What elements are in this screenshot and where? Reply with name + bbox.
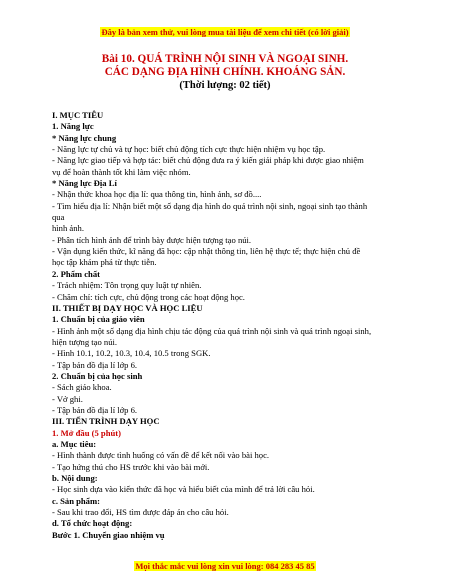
- section-heading: I. MỤC TIÊU: [52, 110, 104, 120]
- body-line: - Phân tích hình ảnh để trình bày được hiện tượng tạo núi.: [52, 234, 252, 245]
- body-line: - Nhận thức khoa học địa lí: qua thông tin, hình ảnh, sơ đồ....: [52, 189, 262, 200]
- section-heading: * Năng lực Địa Lí: [52, 178, 117, 189]
- preview-banner: [0, 27, 450, 37]
- lesson-duration: (Thời lượng: 02 tiết): [179, 80, 271, 91]
- body-line: qua: [52, 212, 65, 223]
- body-line: - Năng lực tự chủ và tự học: biết chủ động tích cực thực hiện nhiệm vụ học tập.: [52, 144, 326, 155]
- body-line: hiện tượng tạo núi.: [52, 336, 118, 347]
- section-heading: 1. Chuẩn bị của giáo viên: [52, 314, 145, 325]
- section-heading: * Năng lực chung: [52, 132, 117, 143]
- body-line: - Chăm chỉ: tích cực, chủ động trong các hoạt động học.: [52, 291, 245, 302]
- lesson-title: Bài 10. QUÁ TRÌNH NỘI SINH VÀ NGOẠI SINH.: [101, 53, 349, 65]
- body-line: - Năng lực giao tiếp và hợp tác: biết chủ động đưa ra ý kiến giải pháp khi được giao nhiệm: [52, 155, 364, 166]
- contact-banner: [0, 561, 450, 571]
- section-heading: 2. Phẩm chất: [52, 268, 100, 279]
- body-line: - Học sinh dựa vào kiến thức đã học và hiểu biết của mình để trả lời câu hỏi.: [52, 484, 315, 495]
- contact-banner-text: Mọi thắc mắc vui lòng xin vui lòng: 084 283 45 85: [135, 561, 315, 571]
- body-line: - Vận dụng kiến thức, kĩ năng đã học: cập nhật thông tin, liên hệ thực tế; thực hiện chủ đề: [52, 246, 361, 257]
- section-heading: b. Nội dung:: [52, 473, 98, 483]
- body-line: hình ảnh.: [52, 223, 84, 234]
- section-heading: II. THIẾT BỊ DẠY HỌC VÀ HỌC LIỆU: [52, 302, 203, 313]
- lesson-subtitle: CÁC DẠNG ĐỊA HÌNH CHÍNH. KHOÁNG SẢN.: [104, 66, 346, 78]
- section-heading: c. Sản phẩm:: [52, 495, 100, 506]
- body-line: - Hình 10.1, 10.2, 10.3, 10.4, 10.5 trong SGK.: [52, 348, 211, 359]
- section-heading: 1. Mở đầu (5 phút): [52, 427, 121, 438]
- body-line: học tập khám phá từ thực tiễn.: [52, 257, 157, 268]
- body-line: - Trách nhiệm: Tôn trọng quy luật tự nhiên.: [52, 280, 202, 291]
- body-line: - Tạo hứng thú cho HS trước khi vào bài mới.: [52, 461, 210, 472]
- section-heading: 1. Năng lực: [52, 121, 94, 132]
- body-line: - Tập bản đồ địa lí lớp 6.: [52, 404, 138, 415]
- section-heading: III. TIẾN TRÌNH DẠY HỌC: [52, 416, 160, 427]
- preview-banner-text: Đây là bản xem thử, vui lòng mua tài liệu để xem chi tiết (có lời giải): [101, 27, 349, 37]
- section-heading: a. Mục tiêu:: [52, 438, 97, 449]
- body-line: - Vở ghi.: [52, 393, 83, 404]
- section-heading: Bước 1. Chuyển giao nhiệm vụ: [52, 529, 165, 540]
- body-line: - Hình thành được tình huống có vấn đề để kết nối vào bài học.: [52, 450, 270, 461]
- section-heading: d. Tổ chức hoạt động:: [52, 518, 133, 529]
- body-line: - Tìm hiểu địa lí: Nhận biết một số dạng địa hình do quá trình nội sinh, ngoại sinh tạo thành: [52, 200, 368, 211]
- document-body: [52, 110, 406, 541]
- body-line: - Tập bản đồ địa lí lớp 6.: [52, 359, 138, 370]
- body-line: - Sách giáo khoa.: [52, 382, 112, 393]
- body-line: vụ để hoàn thành tốt khi làm việc nhóm.: [52, 166, 191, 177]
- body-line: - Sau khi trao đổi, HS tìm được đáp án cho câu hỏi.: [52, 507, 229, 518]
- body-line: - Hình ảnh một số dạng địa hình chịu tác động của quá trình nội sinh và quá trình ngoại sinh,: [52, 325, 372, 336]
- section-heading: 2. Chuẩn bị của học sinh: [52, 370, 143, 381]
